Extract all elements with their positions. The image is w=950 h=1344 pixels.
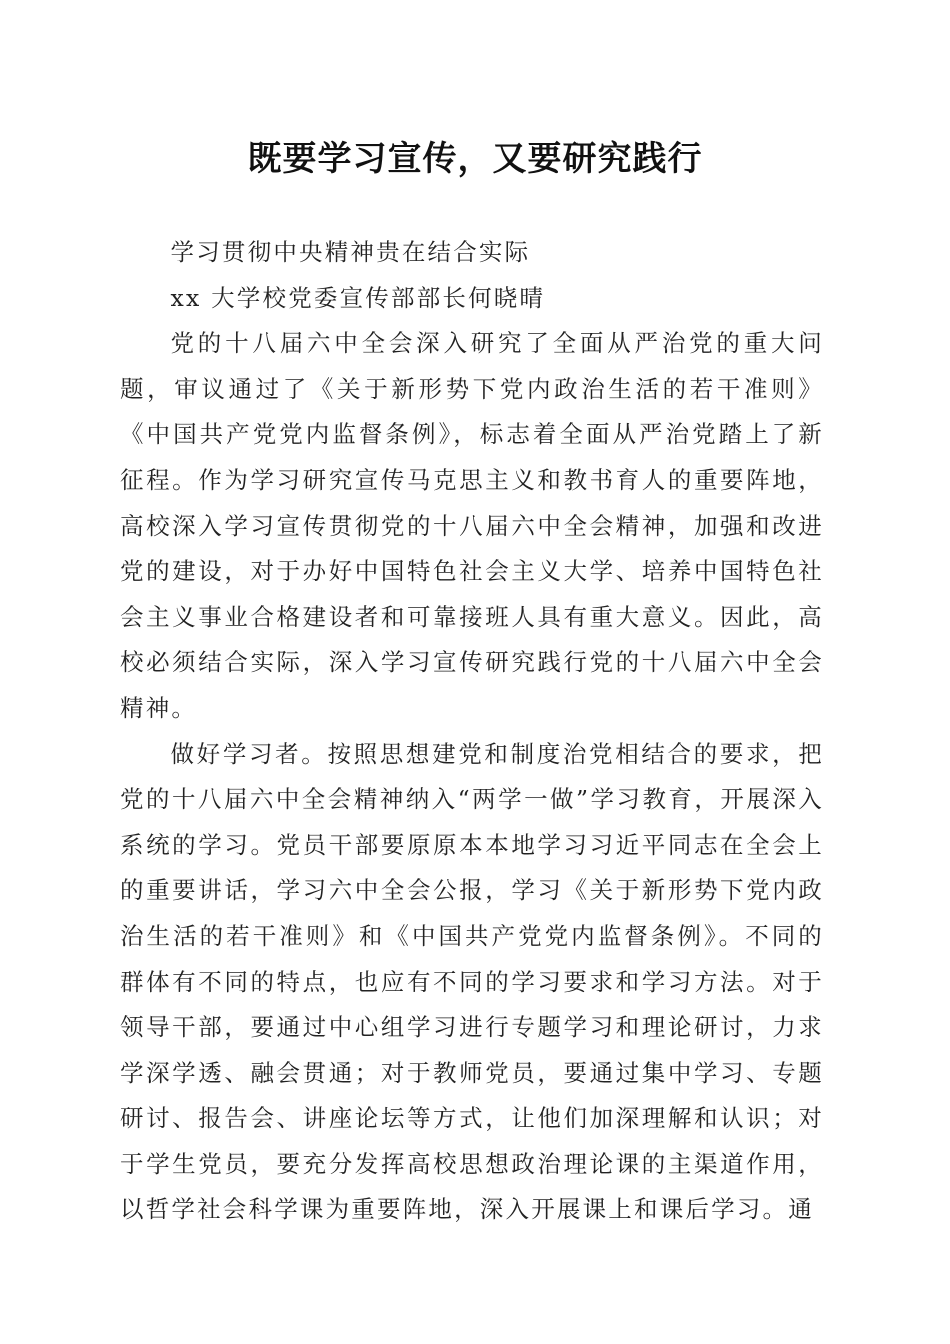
subtitle-line: 学习贯彻中央精神贵在结合实际 (170, 238, 531, 266)
paragraph-1: 党的十八届六中全会深入研究了全面从严治党的重大问题，审议通过了《关于新形势下党内政治生活的若干准则》《中国共产党党内监督条例》，标志着全面从严治党踏上了新征程。作为学习研究宣传马克思主义和教书育人的重要阵地，高校深入学习宣传贯彻党的十八届六中全会精神，加强和改进党的建设，对于办好中国特色社会主义大学、培养中国特色社会主义事业合格建设者和可靠接班人具有重大意义。因此，高校必须结合实际，深入学习宣传研究践行党的十八届六中全会精神。 (120, 329, 824, 722)
document-title: 既要学习宣传，又要研究践行 (247, 139, 703, 179)
author-line: xx 大学校党委宣传部部长何晓晴 (170, 283, 546, 312)
document-body (120, 230, 824, 1233)
paragraph-2: 做好学习者。按照思想建党和制度治党相结合的要求，把党的十八届六中全会精神纳入“两学一做”学习教育，开展深入系统的学习。党员干部要原原本本地学习习近平同志在全会上的重要讲话，学习六中全会公报，学习《关于新形势下党内政治生活的若干准则》和《中国共产党党内监督条例》。不同的群体有不同的特点，也应有不同的学习要求和学习方法。对于领导干部，要通过中心组学习进行专题学习和理论研讨，力求学深学透、融会贯通；对于教师党员，要通过集中学习、专题研讨、报告会、讲座论坛等方式，让他们加深理解和认识；对于学生党员，要充分发挥高校思想政治理论课的主渠道作用，以哲学社会科学课为重要阵地，深入开展课上和课后学习。通 (120, 739, 824, 1224)
